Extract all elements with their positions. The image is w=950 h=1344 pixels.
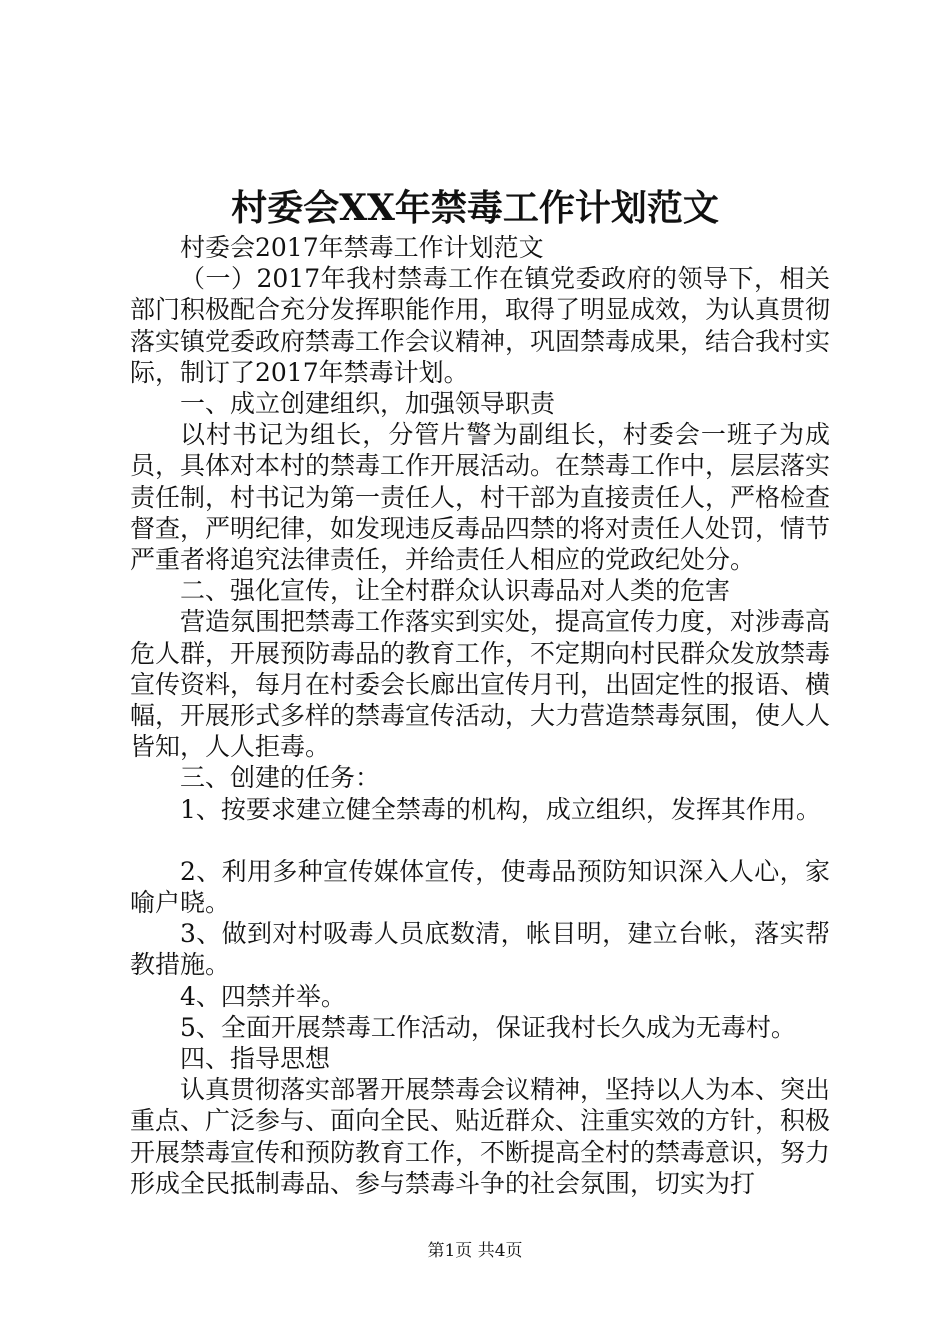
paragraph-subtitle: 村委会2017年禁毒工作计划范文 <box>180 233 544 262</box>
heading-section-2: 二、强化宣传，让全村群众认识毒品对人类的危害 <box>180 576 731 606</box>
paragraph-section-2: 营造氛围把禁毒工作落实到实处，提高宣传力度，对涉毒高危人群，开展预防毒品的教育工作，不定期向村民群众发放禁毒宣传资料，每月在村委会长廊出宣传月刊，出固定性的报语、横幅，开展形式多样的禁毒宣传活动，大力营造禁毒氛围，使人人皆知，人人拒毒。 <box>130 607 831 762</box>
paragraph-section-4: 认真贯彻落实部署开展禁毒会议精神，坚持以人为本、突出重点、广泛参与、面向全民、贴近群众、注重实效的方针，积极开展禁毒宣传和预防教育工作，不断提高全村的禁毒意识，努力形成全民抵制毒品、参与禁毒斗争的社会氛围，切实为打 <box>130 1075 831 1198</box>
document-title: 村委会XX年禁毒工作计划范文 <box>231 187 719 229</box>
paragraph-intro: （一）2017年我村禁毒工作在镇党委政府的领导下，相关部门积极配合充分发挥职能作用，取得了明显成效，为认真贯彻落实镇党委政府禁毒工作会议精神，巩固禁毒成果，结合我村实际，制订了2017年禁毒计划。 <box>130 264 831 387</box>
task-item-1: 1、按要求建立健全禁毒的机构，成立组织，发挥其作用。 <box>180 794 821 824</box>
document-body <box>130 232 830 1199</box>
task-item-4: 4、四禁并举。 <box>180 981 346 1011</box>
heading-section-4: 四、指导思想 <box>180 1044 331 1074</box>
heading-section-3: 三、创建的任务： <box>180 763 381 793</box>
task-item-3: 3、做到对村吸毒人员底数清，帐目明，建立台帐，落实帮教措施。 <box>130 919 830 980</box>
page-number-footer: 第1页 共4页 <box>427 1241 523 1261</box>
paragraph-section-1: 以村书记为组长，分管片警为副组长，村委会一班子为成员，具体对本村的禁毒工作开展活动。在禁毒工作中，层层落实责任制，村书记为第一责任人，村干部为直接责任人，严格检查督查，严明纪律，如发现违反毒品四禁的将对责任人处罚，情节严重者将追究法律责任，并给责任人相应的党政纪处分。 <box>130 420 831 575</box>
heading-section-1: 一、成立创建组织，加强领导职责 <box>180 389 556 419</box>
task-item-5: 5、全面开展禁毒工作活动，保证我村长久成为无毒村。 <box>180 1012 796 1042</box>
task-item-2: 2、利用多种宣传媒体宣传，使毒品预防知识深入人心，家喻户晓。 <box>130 856 830 918</box>
